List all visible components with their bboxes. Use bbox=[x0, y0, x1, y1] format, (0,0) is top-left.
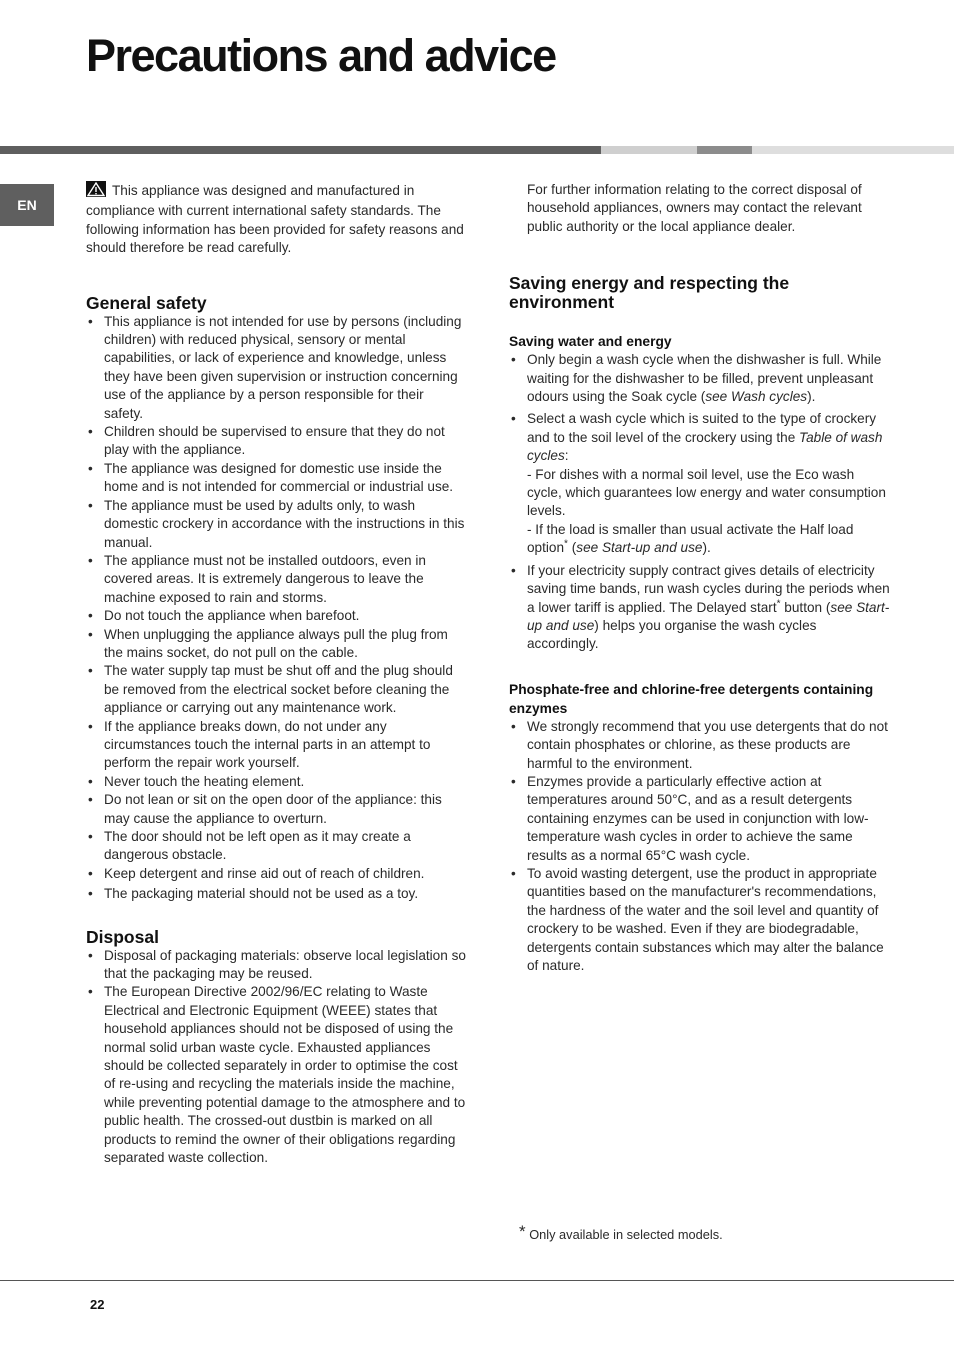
list-item: • If the appliance breaks down, do not under any circumstances touch the internal parts in an attempt to perform the repair work yourself. bbox=[86, 718, 466, 773]
list-item: • Select a wash cycle which is suited to the type of crockery and to the soil level of the crockery using the Table of wash cycles: - For dishes with a normal soil level, use the Eco wash cycle, which guarantees low energy and water consumption levels. - If the load is smaller than usual activate the Half load option* (see Start-up and use). bbox=[509, 410, 891, 557]
intro-text: This appliance was designed and manufactured in compliance with current international safety standards. The following information has been provided for safety reasons and should therefore be read carefully. bbox=[86, 183, 464, 256]
list-item: • The appliance was designed for domestic use inside the home and is not intended for commercial or industrial use. bbox=[86, 460, 466, 497]
list-item: • Do not touch the appliance when barefoot. bbox=[86, 607, 466, 625]
footnote-asterisk: * bbox=[519, 1222, 526, 1241]
list-item: • If your electricity supply contract gives details of electricity saving time bands, run wash cycles during the periods when a lower tariff is applied. The Delayed start* button (see Start-up and use) helps you organise the wash cycles accordingly. bbox=[509, 562, 891, 654]
header-bar-mid bbox=[697, 146, 752, 154]
header-bar-light bbox=[601, 146, 697, 154]
detergents-subheading: Phosphate-free and chlorine-free detergents containing enzymes bbox=[509, 681, 874, 716]
page-title: Precautions and advice bbox=[86, 30, 556, 81]
list-item: • Children should be supervised to ensure that they do not play with the appliance. bbox=[86, 423, 466, 460]
list-item: • The appliance must not be installed outdoors, even in covered areas. It is extremely dangerous to leave the machine exposed to rain and storms. bbox=[86, 552, 466, 607]
disposal-heading: Disposal bbox=[86, 926, 159, 947]
header-bar-pale bbox=[752, 146, 954, 154]
disposal-list bbox=[86, 947, 466, 1168]
header-bar-dark bbox=[0, 146, 601, 154]
list-item: • We strongly recommend that you use detergents that do not contain phosphates or chlorine, as these products are harmful to the environment. bbox=[509, 718, 891, 773]
intro-paragraph bbox=[86, 181, 466, 258]
footnote-text: Only available in selected models. bbox=[529, 1227, 723, 1242]
list-item: • The appliance must be used by adults only, to wash domestic crockery in accordance with the instructions in this manual. bbox=[86, 497, 466, 552]
right-column bbox=[509, 181, 891, 975]
disposal-further-info: For further information relating to the correct disposal of household appliances, owners may contact the relevant public authority or the local appliance dealer. bbox=[527, 182, 862, 234]
language-tab: EN bbox=[0, 184, 54, 226]
list-item: • This appliance is not intended for use by persons (including children) with reduced physical, sensory or mental capabilities, or lack of experience and knowledge, unless they have been given supervision or instruction concerning use of the appliance by a person responsible for their safety. bbox=[86, 313, 466, 423]
list-item: • The door should not be left open as it may create a dangerous obstacle. bbox=[86, 828, 466, 865]
saving-water-list bbox=[509, 351, 891, 654]
list-item: • Disposal of packaging materials: observe local legislation so that the packaging may be reused. bbox=[86, 947, 466, 984]
list-item: • The water supply tap must be shut off and the plug should be removed from the electrical socket before cleaning the appliance or carrying out any maintenance work. bbox=[86, 662, 466, 717]
detergents-list bbox=[509, 718, 891, 976]
warning-triangle-icon bbox=[86, 181, 106, 202]
list-item: • Keep detergent and rinse aid out of reach of children. bbox=[86, 865, 466, 883]
general-safety-heading: General safety bbox=[86, 292, 207, 313]
list-item: • To avoid wasting detergent, use the product in appropriate quantities based on the manufacturer's recommendations, the hardness of the water and the soil level and quantity of crockery to be washed. Even if they are biodegradable, detergents contain substances which may alter the balance of nature. bbox=[509, 865, 891, 975]
list-item: • Do not lean or sit on the open door of the appliance: this may cause the appliance to overturn. bbox=[86, 791, 466, 828]
saving-water-subheading: Saving water and energy bbox=[509, 334, 672, 350]
list-item: • The European Directive 2002/96/EC relating to Waste Electrical and Electronic Equipment (WEEE) states that household appliances should not be disposed of using the normal solid urban waste cycle. Exhausted appliances should be collected separately in order to optimise the cost of re-using and recycling the materials inside the machine, while preventing potential damage to the atmosphere and to public health. The crossed-out dustbin is marked on all products to remind the owner of their obligations regarding separated waste collection. bbox=[86, 983, 466, 1167]
list-item: • Never touch the heating element. bbox=[86, 773, 466, 791]
general-safety-list bbox=[86, 313, 466, 904]
list-item: • When unplugging the appliance always pull the plug from the mains socket, do not pull on the cable. bbox=[86, 626, 466, 663]
saving-heading: Saving energy and respecting the environment bbox=[509, 273, 790, 313]
list-item: • Only begin a wash cycle when the dishwasher is full. While waiting for the dishwasher to be filled, prevent unpleasant odours using the Soak cycle (see Wash cycles). bbox=[509, 351, 891, 406]
list-item: • The packaging material should not be used as a toy. bbox=[86, 885, 466, 903]
footnote bbox=[519, 1222, 723, 1242]
left-column bbox=[86, 181, 466, 1168]
footer-divider bbox=[0, 1280, 954, 1281]
list-item: • Enzymes provide a particularly effective action at temperatures around 50°C, and as a result detergents containing enzymes can be used in conjunction with low-temperature wash cycles in order to achieve the same results as a normal 65°C wash cycle. bbox=[509, 773, 891, 865]
page-number: 22 bbox=[90, 1297, 105, 1312]
